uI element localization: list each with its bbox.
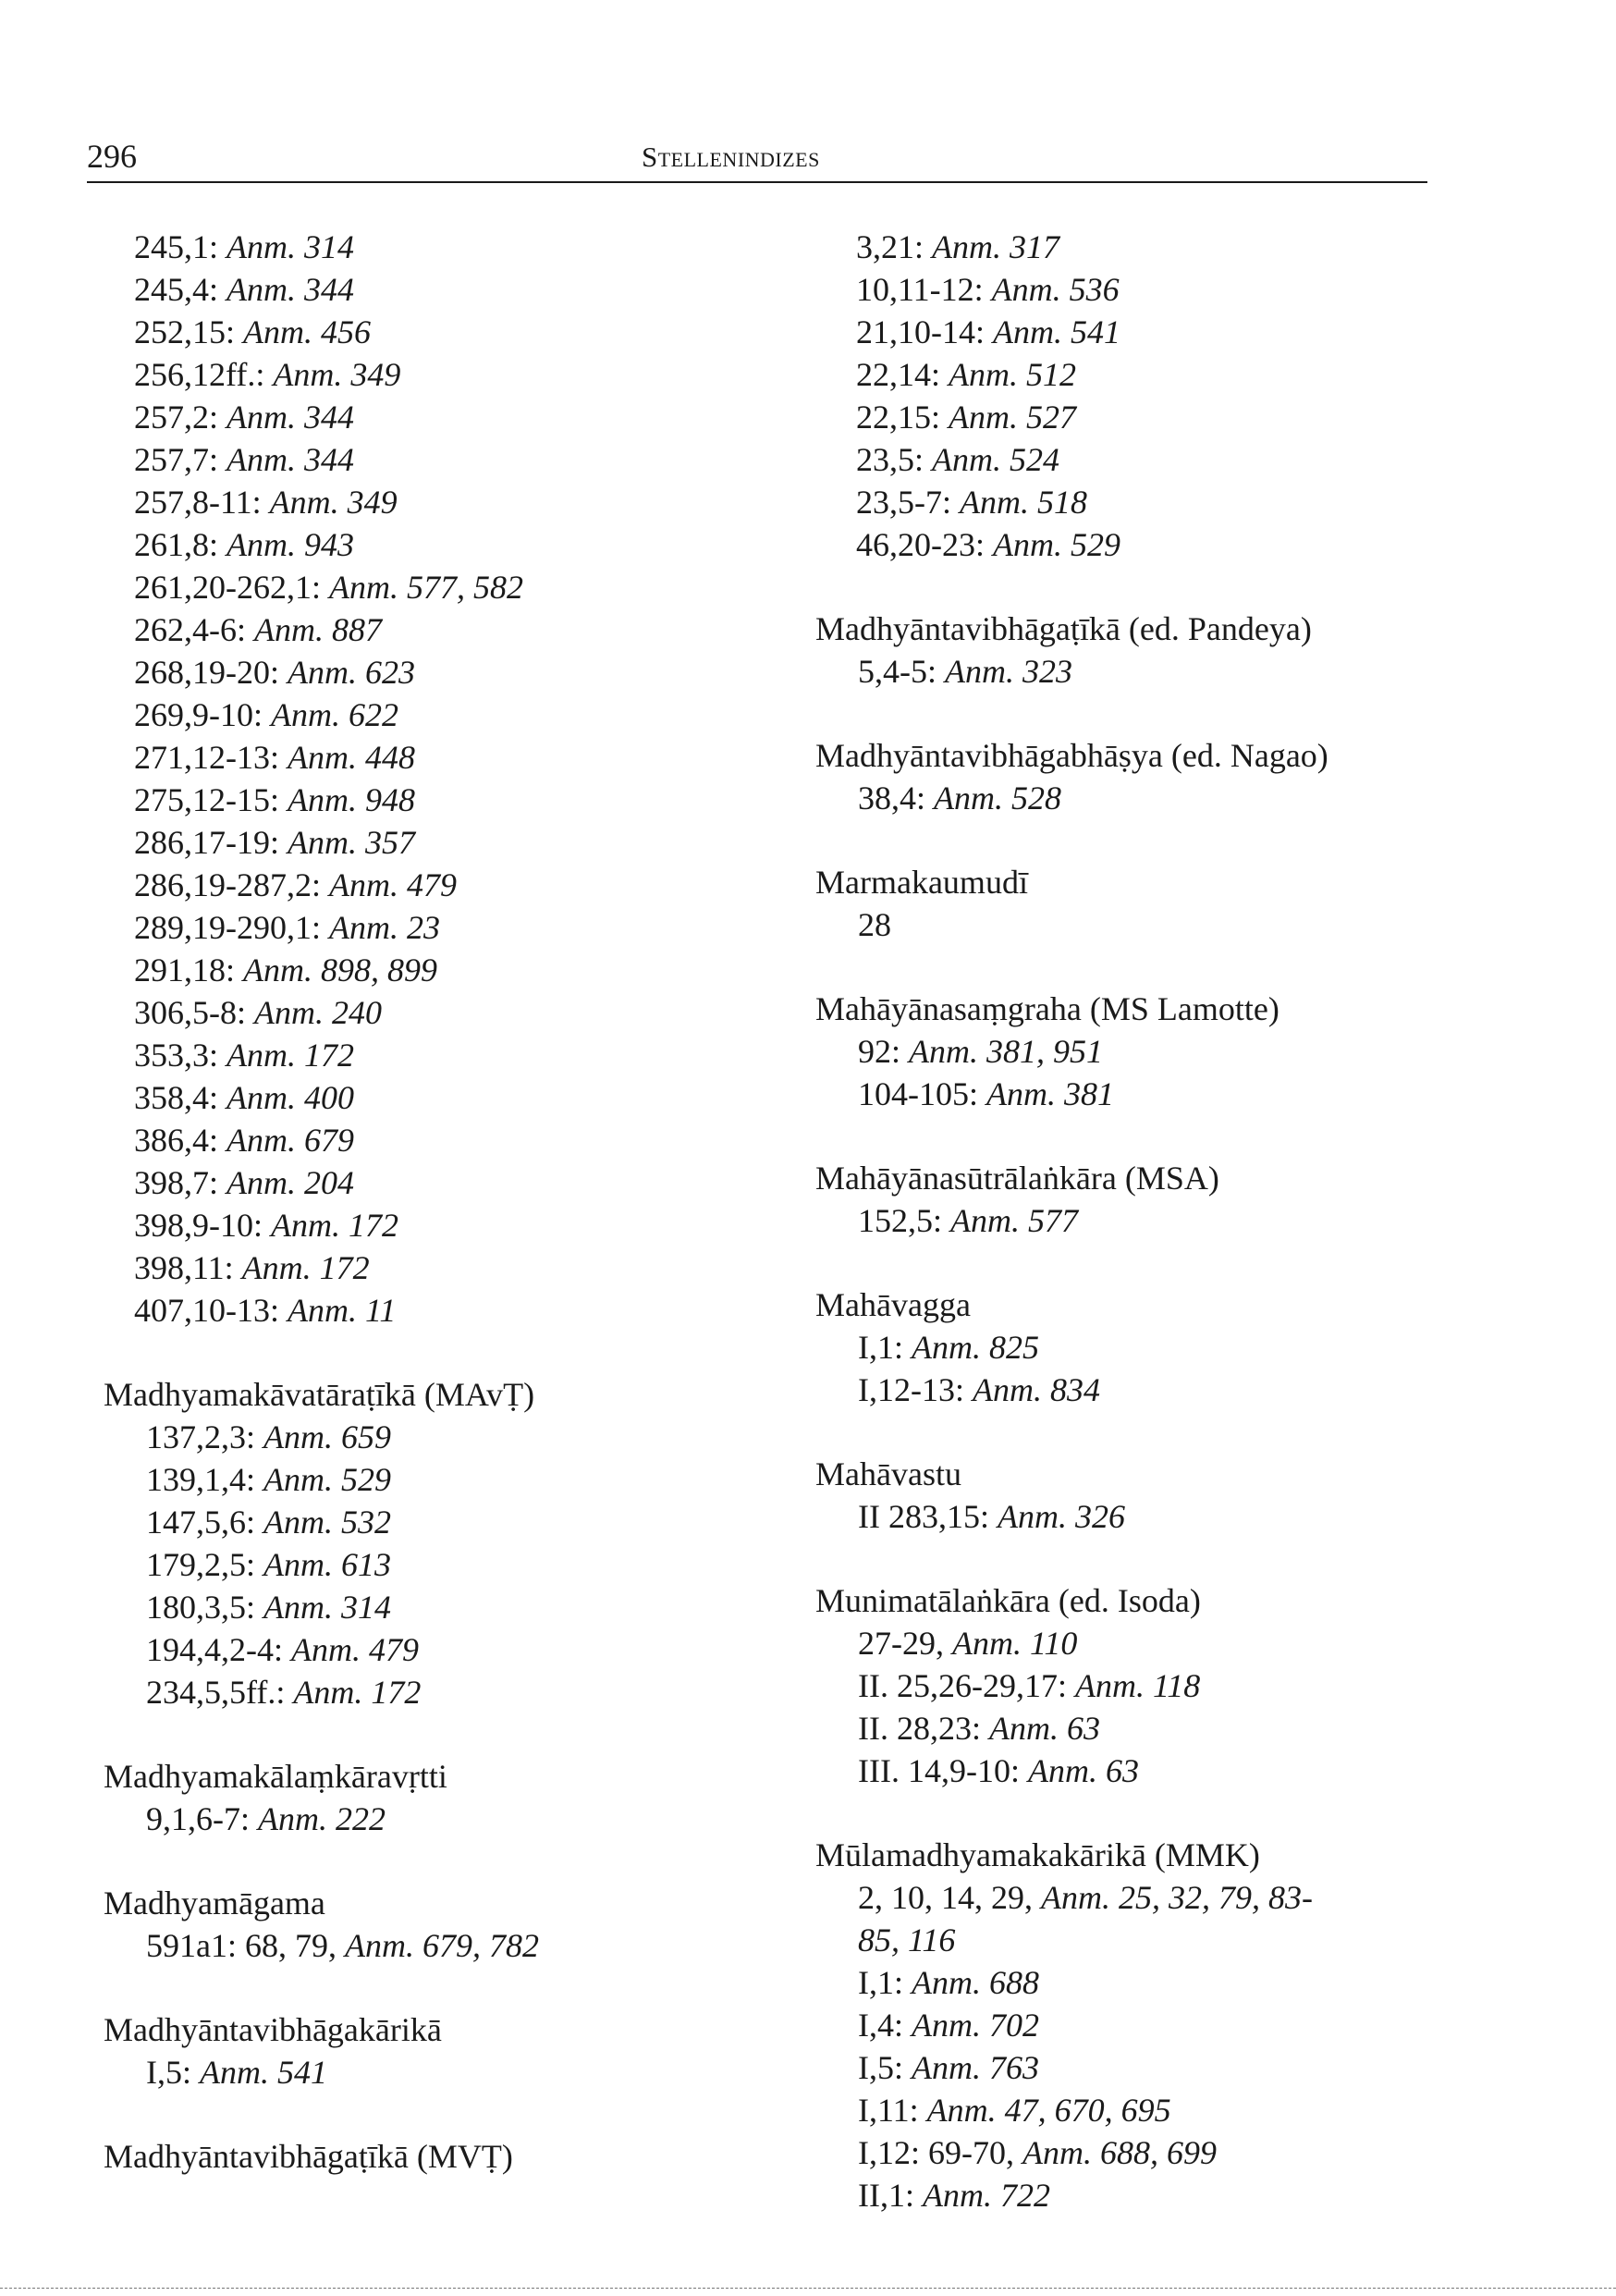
reference-location: 268,19-20: <box>134 654 279 691</box>
index-reference <box>104 523 751 566</box>
reference-location: 398,9-10: <box>134 1207 263 1244</box>
footnote-reference: Anm. 326 <box>997 1498 1125 1535</box>
reference-location: 46,20-23: <box>856 526 985 563</box>
reference-location: 271,12-13: <box>134 739 279 776</box>
footnote-reference: Anm. 529 <box>993 526 1120 563</box>
index-reference <box>815 481 1444 523</box>
index-reference <box>104 566 751 608</box>
reference-location: 269,9-10: <box>134 696 263 733</box>
reference-location: 358,4: <box>134 1079 219 1116</box>
reference-location: 179,2,5: <box>146 1546 256 1583</box>
index-entry <box>815 1579 1444 1792</box>
footnote-reference: Anm. 357 <box>288 824 415 861</box>
footnote-reference: Anm. 536 <box>991 271 1120 308</box>
right-column <box>815 226 1444 2216</box>
index-reference <box>104 1416 751 1458</box>
reference-location: 28 <box>858 906 891 943</box>
index-reference <box>815 268 1444 311</box>
footnote-reference: Anm. 314 <box>226 228 355 265</box>
footnote-reference: Anm. 11 <box>288 1292 397 1329</box>
index-reference <box>104 353 751 396</box>
index-reference <box>104 906 751 949</box>
index-entry <box>815 1157 1444 1242</box>
footnote-reference: Anm. 110 <box>952 1625 1078 1662</box>
footnote-reference: Anm. 948 <box>288 781 415 818</box>
index-reference <box>104 779 751 821</box>
reference-location: I,4: <box>858 2007 903 2044</box>
reference-location: II. 28,23: <box>858 1710 981 1747</box>
entry-title: Madhyāntavibhāgaṭīkā (MVṬ) <box>104 2138 513 2175</box>
reference-location: 22,15: <box>856 399 941 436</box>
index-reference <box>104 226 751 268</box>
footnote-reference: Anm. 47, 670, 695 <box>926 2092 1171 2129</box>
index-reference <box>815 438 1444 481</box>
index-entry <box>815 1834 1444 2216</box>
scan-edge-line <box>0 2288 1616 2289</box>
reference-location: 23,5: <box>856 441 924 478</box>
footnote-reference: Anm. 527 <box>949 399 1077 436</box>
reference-location: 353,3: <box>134 1037 219 1074</box>
reference-location: 27-29, <box>858 1625 944 1662</box>
index-reference <box>815 650 1444 693</box>
index-entry <box>104 1882 751 1967</box>
footnote-reference: Anm. 622 <box>271 696 398 733</box>
continued-entry-references <box>815 226 1444 566</box>
footnote-reference: Anm. 943 <box>226 526 355 563</box>
index-entry <box>815 608 1444 693</box>
footnote-reference: Anm. 479 <box>329 866 457 903</box>
reference-location: 194,4,2-4: <box>146 1631 283 1668</box>
index-reference <box>104 991 751 1034</box>
entry-title: Madhyamakāvatāraṭīkā (MAvṬ) <box>104 1376 535 1413</box>
index-reference <box>815 2131 1444 2174</box>
entry-title: Mūlamadhyamakakārikā (MMK) <box>815 1836 1260 1873</box>
footnote-reference: Anm. 479 <box>291 1631 419 1668</box>
index-reference <box>104 1798 751 1840</box>
reference-location: 21,10-14: <box>856 313 985 350</box>
index-reference <box>104 1924 751 1967</box>
footnote-reference: Anm. 204 <box>226 1164 355 1201</box>
footnote-reference: Anm. 722 <box>922 2177 1050 2214</box>
reference-location: I,12: 69-70, <box>858 2134 1014 2171</box>
footnote-reference: Anm. 659 <box>263 1418 392 1455</box>
reference-location: 257,2: <box>134 399 219 436</box>
reference-location: 261,20-262,1: <box>134 569 321 606</box>
index-reference <box>815 1961 1444 2004</box>
reference-location: 257,7: <box>134 441 219 478</box>
index-reference <box>104 268 751 311</box>
index-reference <box>104 1161 751 1204</box>
reference-location: I,1: <box>858 1329 903 1366</box>
reference-location: II,1: <box>858 2177 914 2214</box>
footnote-reference: Anm. 172 <box>271 1207 398 1244</box>
index-reference <box>104 1671 751 1713</box>
index-reference <box>815 1876 1444 1919</box>
index-reference <box>815 311 1444 353</box>
footnote-reference: Anm. 679, 782 <box>344 1927 539 1964</box>
footnote-reference: Anm. 577 <box>950 1202 1079 1239</box>
footnote-reference: Anm. 763 <box>912 2049 1039 2086</box>
index-reference <box>104 438 751 481</box>
reference-location: 139,1,4: <box>146 1461 256 1498</box>
footnote-reference: 85, 116 <box>858 1922 956 1958</box>
index-reference <box>104 311 751 353</box>
page-number: 296 <box>87 138 137 175</box>
index-reference <box>815 1919 1444 1961</box>
reference-location: 398,7: <box>134 1164 219 1201</box>
footnote-reference: Anm. 314 <box>263 1589 392 1626</box>
reference-location: I,5: <box>858 2049 903 2086</box>
reference-location: 261,8: <box>134 526 219 563</box>
reference-location: 9,1,6-7: <box>146 1800 250 1837</box>
index-reference <box>104 2051 751 2093</box>
entry-title: Madhyamakālaṃkāravṛtti <box>104 1758 447 1795</box>
index-reference <box>815 1073 1444 1115</box>
index-reference <box>815 1326 1444 1369</box>
index-reference <box>104 864 751 906</box>
reference-location: II 283,15: <box>858 1498 989 1535</box>
reference-location: 306,5-8: <box>134 994 246 1031</box>
footnote-reference: Anm. 344 <box>226 271 355 308</box>
index-reference <box>815 1495 1444 1538</box>
footnote-reference: Anm. 688, 699 <box>1022 2134 1217 2171</box>
reference-location: 10,11-12: <box>856 271 984 308</box>
footnote-reference: Anm. 528 <box>934 780 1062 816</box>
footnote-reference: Anm. 834 <box>972 1371 1100 1408</box>
footnote-reference: Anm. 23 <box>329 909 440 946</box>
reference-location: II. 25,26-29,17: <box>858 1667 1067 1704</box>
footnote-reference: Anm. 448 <box>288 739 415 776</box>
index-reference <box>815 1199 1444 1242</box>
index-reference <box>104 949 751 991</box>
header-rule <box>87 181 1427 183</box>
reference-location: 398,11: <box>134 1249 234 1286</box>
index-reference <box>104 1543 751 1586</box>
index-entry <box>104 1755 751 1840</box>
continued-entry-references <box>104 226 751 1332</box>
reference-location: I,12-13: <box>858 1371 964 1408</box>
footnote-reference: Anm. 541 <box>200 2054 327 2091</box>
footnote-reference: Anm. 381, 951 <box>909 1033 1104 1070</box>
reference-location: I,5: <box>146 2054 191 2091</box>
index-reference <box>815 523 1444 566</box>
index-entry <box>815 734 1444 819</box>
footnote-reference: Anm. 688 <box>912 1964 1039 2001</box>
reference-location: 234,5,5ff.: <box>146 1674 286 1711</box>
index-reference <box>104 651 751 694</box>
index-reference <box>104 1119 751 1161</box>
reference-location: 2, 10, 14, 29, <box>858 1879 1033 1916</box>
reference-location: 262,4-6: <box>134 611 246 648</box>
footnote-reference: Anm. 240 <box>254 994 382 1031</box>
index-reference <box>815 1750 1444 1792</box>
index-entry <box>104 1373 751 1713</box>
entry-title: Madhyāntavibhāgabhāṣya (ed. Nagao) <box>815 737 1328 774</box>
footnote-reference: Anm. 323 <box>945 653 1072 690</box>
reference-location: 147,5,6: <box>146 1504 256 1541</box>
reference-location: 38,4: <box>858 780 926 816</box>
index-reference <box>104 1289 751 1332</box>
index-reference <box>815 1030 1444 1073</box>
footnote-reference: Anm. 518 <box>960 484 1087 521</box>
entry-title: Madhyamāgama <box>104 1885 325 1922</box>
left-column <box>104 226 751 2178</box>
index-reference <box>104 821 751 864</box>
footnote-reference: Anm. 524 <box>932 441 1060 478</box>
index-reference <box>815 777 1444 819</box>
entry-title: Mahāyānasūtrālaṅkāra (MSA) <box>815 1160 1219 1197</box>
reference-location: 386,4: <box>134 1122 219 1159</box>
reference-location: 291,18: <box>134 952 236 988</box>
footnote-reference: Anm. 541 <box>993 313 1120 350</box>
reference-location: 252,15: <box>134 313 236 350</box>
index-reference <box>815 1707 1444 1750</box>
reference-location: 152,5: <box>858 1202 943 1239</box>
index-reference <box>104 694 751 736</box>
footnote-reference: Anm. 172 <box>226 1037 355 1074</box>
footnote-reference: Anm. 623 <box>288 654 415 691</box>
index-reference <box>104 1501 751 1543</box>
index-reference <box>815 2004 1444 2046</box>
footnote-reference: Anm. 349 <box>269 484 398 521</box>
footnote-reference: Anm. 825 <box>912 1329 1039 1366</box>
reference-location: 245,1: <box>134 228 219 265</box>
index-reference <box>104 481 751 523</box>
reference-location: I,1: <box>858 1964 903 2001</box>
index-reference <box>815 1664 1444 1707</box>
footnote-reference: Anm. 613 <box>263 1546 392 1583</box>
reference-location: 407,10-13: <box>134 1292 279 1329</box>
footnote-reference: Anm. 887 <box>254 611 382 648</box>
reference-location: 5,4-5: <box>858 653 937 690</box>
footnote-reference: Anm. 317 <box>932 228 1060 265</box>
page-header <box>87 137 1427 181</box>
index-reference <box>104 1586 751 1628</box>
index-reference <box>815 1369 1444 1411</box>
footnote-reference: Anm. 63 <box>1027 1752 1139 1789</box>
index-reference <box>815 353 1444 396</box>
footnote-reference: Anm. 222 <box>258 1800 386 1837</box>
footnote-reference: Anm. 702 <box>912 2007 1039 2044</box>
reference-location: I,11: <box>858 2092 919 2129</box>
index-reference <box>104 396 751 438</box>
index-reference <box>815 2089 1444 2131</box>
index-reference <box>104 1628 751 1671</box>
index-entry <box>815 1283 1444 1411</box>
reference-location: 257,8-11: <box>134 484 262 521</box>
index-reference <box>104 1076 751 1119</box>
index-reference <box>104 1458 751 1501</box>
footnote-reference: Anm. 349 <box>273 356 401 393</box>
reference-location: 286,19-287,2: <box>134 866 321 903</box>
index-reference <box>104 1034 751 1076</box>
footnote-reference: Anm. 63 <box>988 1710 1100 1747</box>
index-reference <box>815 2174 1444 2216</box>
index-entry <box>815 988 1444 1115</box>
reference-location: 104-105: <box>858 1075 978 1112</box>
index-reference <box>104 608 751 651</box>
reference-location: 289,19-290,1: <box>134 909 321 946</box>
footnote-reference: Anm. 577, 582 <box>329 569 523 606</box>
entry-title: Mahāyānasaṃgraha (MS Lamotte) <box>815 990 1279 1027</box>
index-entry <box>104 2135 751 2178</box>
index-entry <box>104 2008 751 2093</box>
entry-title: Marmakaumudī <box>815 864 1028 901</box>
reference-location: 256,12ff.: <box>134 356 265 393</box>
entry-title: Mahāvagga <box>815 1286 971 1323</box>
footnote-reference: Anm. 512 <box>949 356 1077 393</box>
index-reference <box>815 226 1444 268</box>
reference-location: 591a1: 68, 79, <box>146 1927 337 1964</box>
entry-title: Madhyāntavibhāgakārikā <box>104 2011 442 2048</box>
footnote-reference: Anm. 25, 32, 79, 83- <box>1041 1879 1313 1916</box>
reference-location: 92: <box>858 1033 901 1070</box>
footnote-reference: Anm. 529 <box>263 1461 392 1498</box>
footnote-reference: Anm. 679 <box>226 1122 355 1159</box>
reference-location: 275,12-15: <box>134 781 279 818</box>
reference-location: 286,17-19: <box>134 824 279 861</box>
footnote-reference: Anm. 172 <box>241 1249 370 1286</box>
reference-location: 22,14: <box>856 356 941 393</box>
footnote-reference: Anm. 344 <box>226 399 355 436</box>
footnote-reference: Anm. 381 <box>986 1075 1114 1112</box>
index-reference <box>815 396 1444 438</box>
index-entry <box>815 1453 1444 1538</box>
reference-location: 137,2,3: <box>146 1418 256 1455</box>
entry-title: Madhyāntavibhāgaṭīkā (ed. Pandeya) <box>815 610 1312 647</box>
reference-location: 180,3,5: <box>146 1589 256 1626</box>
footnote-reference: Anm. 898, 899 <box>243 952 438 988</box>
reference-location: 245,4: <box>134 271 219 308</box>
running-head: Stellenindizes <box>642 141 820 173</box>
footnote-reference: Anm. 172 <box>293 1674 422 1711</box>
footnote-reference: Anm. 400 <box>226 1079 355 1116</box>
index-reference <box>815 1622 1444 1664</box>
reference-location: 3,21: <box>856 228 924 265</box>
index-reference <box>815 903 1444 946</box>
footnote-reference: Anm. 532 <box>263 1504 392 1541</box>
index-reference <box>104 736 751 779</box>
index-reference <box>815 2046 1444 2089</box>
index-reference <box>104 1204 751 1246</box>
footnote-reference: Anm. 118 <box>1074 1667 1201 1704</box>
footnote-reference: Anm. 456 <box>243 313 372 350</box>
index-entry <box>815 861 1444 946</box>
reference-location: 23,5-7: <box>856 484 951 521</box>
entry-title: Mahāvastu <box>815 1455 961 1492</box>
footnote-reference: Anm. 344 <box>226 441 355 478</box>
entry-title: Munimatālaṅkāra (ed. Isoda) <box>815 1582 1201 1619</box>
reference-location: III. 14,9-10: <box>858 1752 1020 1789</box>
index-reference <box>104 1246 751 1289</box>
